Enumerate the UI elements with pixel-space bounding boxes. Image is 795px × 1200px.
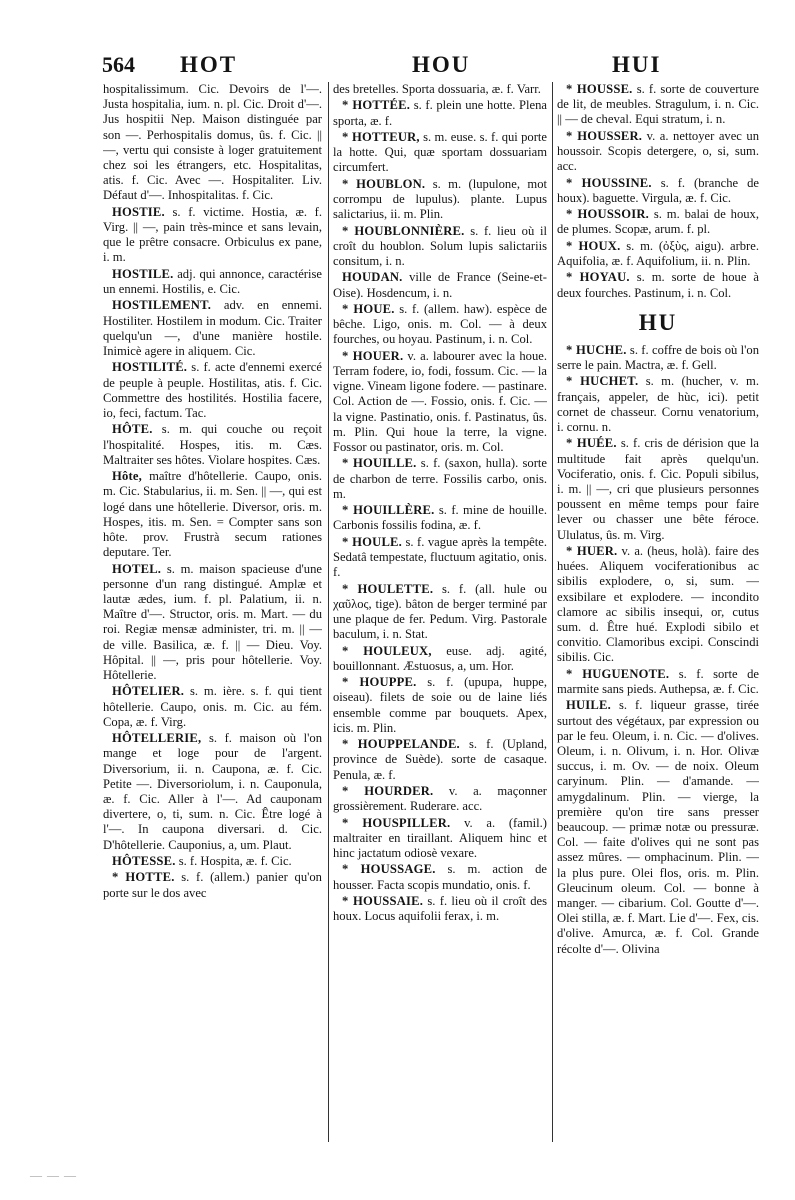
dictionary-entry <box>103 870 322 900</box>
entry-headword: * HOUSPILLER. <box>342 815 451 830</box>
entry-headword: * HOTTE. <box>112 870 175 885</box>
entry-headword: * HOULE. <box>342 534 403 549</box>
entry-definition: s. m. sorte de houe à deux fourches. Pastinum, i. n. Col. <box>557 270 759 300</box>
entry-definition: s. m. balai de houx, de plumes. Scopæ, arum. f. pl. <box>557 207 759 237</box>
dictionary-entry <box>333 302 547 348</box>
dictionary-entry <box>103 82 322 204</box>
entry-definition: s. f. cris de dérision que la multitude fait après quelqu'un. Vociferatio, onis. f. Cic. Populi sibilus, i. m. || —, cri que plusieurs personnes poussent en même temps pour faire lever ou chasser une bête féroce. Ululatus, ûs. m. Virg. <box>557 436 759 542</box>
entry-headword: HUILE. <box>566 698 611 713</box>
dictionary-entry <box>557 436 759 542</box>
dictionary-entry <box>103 422 322 468</box>
dictionary-entry <box>333 130 547 176</box>
entry-headword: * HOYAU. <box>566 270 630 285</box>
dictionary-entry <box>333 862 547 892</box>
dictionary-entry <box>103 684 322 730</box>
dictionary-entry <box>557 667 759 697</box>
entry-definition: s. f. coffre de bois où l'on serre le pain. Mactra, æ. f. Gell. <box>557 342 759 372</box>
entry-definition: s. f. acte d'ennemi exercé de peuple à peuple. Hostilitas, atis. f. Cic. Commettre des hostilités. Hostilia facere, io, feci, factum. Tac. <box>103 360 322 421</box>
dictionary-entry <box>333 535 547 581</box>
guide-word-middle: HOU <box>412 52 471 77</box>
dictionary-entry <box>333 456 547 502</box>
entry-definition: adv. en ennemi. Hostiliter. Hostilem in modum. Cic. Traiter quelqu'un —, d'une manière hostile. Inimicè agere in aliquem. Cic. <box>103 298 322 359</box>
dictionary-entry <box>557 343 759 373</box>
dictionary-entry <box>333 582 547 643</box>
entry-definition: v. a. labourer avec la houe. Terram fodere, io, fodi, fossum. Cic. — la vigne. Vineam ligone fodere. — pastinare. Col. Action de —. Fossio, onis. f. Cic. — la vigne. Pastinatio, onis. f. Pastinatus, ûs. m. Plin. Qui houe la terre, la vigne. Fossor ou pastinator, oris. m. Col. <box>333 348 547 454</box>
entry-definition: des bretelles. Sporta dossuaria, æ. f. Varr. <box>333 82 541 96</box>
entry-definition: s. f. sorte de couverture de lit, de meubles. Stragulum, i. n. Cic. || — de cheval. Equi stratum, i. n. <box>557 82 759 127</box>
entry-headword: * HOURDER. <box>342 783 434 798</box>
entry-definition: s. m. action de housser. Facta scopis mundatio, onis. f. <box>333 862 547 892</box>
entry-definition: s. f. victime. Hostia, æ. f. Virg. || —, pain très-mince et sans levain, que le prêtre consacre. Orbiculus ex pane, i. m. <box>103 204 322 265</box>
dictionary-entry <box>103 731 322 853</box>
entry-headword: * HOUILLE. <box>342 456 417 471</box>
guide-word-right: HUI <box>612 52 662 77</box>
entry-headword: * HUGUENOTE. <box>566 666 670 681</box>
entry-headword: HOSTILEMENT. <box>112 298 212 313</box>
entry-definition: s. f. sorte de marmite sans pieds. Authepsa, æ. f. Cic. <box>557 666 759 696</box>
page-number: 564 <box>102 52 135 77</box>
entry-headword: * HOUSSE. <box>566 82 633 96</box>
entry-definition: s. f. mine de houille. Carbonis fossilis fodina, æ. f. <box>333 503 547 533</box>
dictionary-entry <box>333 224 547 270</box>
entry-definition: s. f. lieu où il croît des houx. Locus aquifolii ferax, i. m. <box>333 893 547 924</box>
entry-headword: * HOULEUX, <box>342 643 432 658</box>
entry-definition: euse. adj. agité, bouillonnant. Æstuosus, a, um. Hor. <box>333 643 547 673</box>
entry-headword: * HOUSSAGE. <box>342 862 436 877</box>
entry-headword: * HOUSSINE. <box>566 175 652 190</box>
dictionary-entry <box>333 894 547 924</box>
dictionary-entry <box>557 129 759 175</box>
entry-definition: s. f. Hospita, æ. f. Cic. <box>178 854 292 869</box>
column-divider <box>552 82 553 1142</box>
entry-headword: * HOTTEUR, <box>342 129 420 144</box>
entry-headword: * HUCHE. <box>566 342 627 357</box>
entry-definition: s. f. (allem.) panier qu'on porte sur le dos avec <box>103 870 322 900</box>
dictionary-entry <box>103 298 322 359</box>
dictionary-entry <box>557 698 759 956</box>
column-right <box>557 82 759 1130</box>
dictionary-entry <box>333 98 547 128</box>
dictionary-entry <box>333 270 547 300</box>
entry-headword: HÔTE. <box>112 422 153 437</box>
entry-headword: HÔTELLERIE, <box>112 731 202 746</box>
entry-definition: s. m. ière. s. f. qui tient hôtellerie. Caupo, onis. m. Cic. au fém. Copa, æ. f. Virg. <box>103 684 322 729</box>
dictionary-entry <box>557 176 759 206</box>
entry-definition: s. m. (hucher, v. m. français, appeler, de hùc, ici). petit cornet de chasseur. Cornu venatorium, i. cornu. n. <box>557 374 759 434</box>
entry-definition: v. a. nettoyer avec un houssoir. Scopis detergere, o, si, sum. acc. <box>557 128 759 174</box>
entry-headword: * HOUX. <box>566 238 621 253</box>
dictionary-entry <box>103 360 322 421</box>
entry-definition: s. m. (ὀξὺς, aigu). arbre. Aquifolia, æ. f. Aquifolium, ii. n. Plin. <box>557 238 759 268</box>
dictionary-entry <box>333 349 547 455</box>
entry-definition: adj. qui annonce, caractérise un ennemi. Hostilis, e. Cic. <box>103 266 322 297</box>
dictionary-entry <box>557 207 759 237</box>
entry-definition: s. f. (Upland, province de Suède). sorte de casaque. Penula, æ. f. <box>333 737 547 782</box>
dictionary-entry <box>333 675 547 736</box>
dictionary-entry <box>557 544 759 666</box>
entry-headword: * HUER. <box>566 543 618 558</box>
entry-headword: * HUÉE. <box>566 436 617 451</box>
entry-definition: s. m. (lupulone, mot corrompu de lupulus). plante. Lupus salictarius, ii. m. Plin. <box>333 176 547 222</box>
section-heading: HU <box>638 309 678 335</box>
dictionary-entry <box>333 177 547 223</box>
entry-headword: Hôte, <box>112 469 143 484</box>
entry-headword: * HOUER. <box>342 348 404 363</box>
entry-definition: s. f. vague après la tempête. Sedatâ tempestate, fluctuum agitatio, onis. f. <box>333 534 547 580</box>
dictionary-entry <box>557 374 759 435</box>
entry-definition: v. a. (heus, holà). faire des huées. Aliquem vociferationibus ac sibilis explodere, o, si, sum. — exsibilare et explodere. — incondito clamore ac sibilis insequi, or, cutus sum. d. Être hué. Explodi sibilo et convitio. Clamoribus excipi. Conscindi sibilis. Cic. <box>557 543 759 665</box>
dictionary-entry <box>333 503 547 533</box>
dictionary-entry <box>103 267 322 297</box>
entry-headword: * HOUBLONNIÈRE. <box>342 223 465 238</box>
entry-headword: * HUCHET. <box>566 374 639 389</box>
column-left <box>103 82 322 1130</box>
entry-definition: hospitalissimum. Cic. Devoirs de l'—. Justa hospitalia, ium. n. pl. Cic. Droit d'—. Jus hospitii Nep. Maison distinguée par son —. Perhospitalis domus, ûs. f. Cic. || —, vertu qui consiste à loger gratuitement chez soi les étrangers, etc. Hospitalitas, atis. f. Cic. Avec —. Hospitaliter. Liv. Défaut d'—. Inhospitalitas. f. Cic. <box>103 82 322 203</box>
dictionary-entry <box>333 82 547 97</box>
entry-definition: v. a. (famil.) maltraiter en tiraillant. Aliquem hinc et hinc jactatum odiosè vexare. <box>333 815 547 860</box>
footer-mark: — — — <box>30 1168 77 1182</box>
entry-definition: s. f. liqueur grasse, tirée surtout des végétaux, par expression ou par le feu. Oleum, i. n. Cic. — d'olives. Oleum, i. n. Olivum, i. n. Hor. Olivæ succus, i. m. Ov. — de noix. Oleum caryinum. Plin. — d'amande. — amygdalinum. Plin. — vierge, la première qu'on tire sans presser beaucoup. — primæ notæ ou pressuræ. Col. — faite d'olives qui ne sont pas assez mûres. — omphacinum. Plin. — la plus pure. Olei flos, oris. m. Plin. Gleucinum oleum. Col. — bonne à manger. — cibarium. Col. Goutte d'—. Olei stilla, æ. f. Mart. Lie d'—. Fex, cis. d'olive. Amurca, æ. f. Col. Grande récolte d'—. Olivina <box>557 698 759 956</box>
entry-headword: HÔTESSE. <box>112 854 176 869</box>
dictionary-entry <box>103 205 322 266</box>
entry-definition: s. f. (saxon, hulla). sorte de charbon de terre. Fossilis carbo, onis. m. <box>333 456 547 501</box>
entry-definition: s. m. qui couche ou reçoit l'hospitalité. Hospes, itis. m. Cæs. Maltraiter ses hôtes. Violare hospites. Cæs. <box>103 422 322 467</box>
entry-headword: HOSTILE. <box>112 266 174 281</box>
column-divider <box>328 82 329 1142</box>
entry-definition: s. f. plein une hotte. Plena sporta, æ. f. <box>333 98 547 128</box>
entry-headword: * HOUE. <box>342 301 395 316</box>
entry-headword: HOUDAN. <box>342 270 403 285</box>
entry-headword: * HOUPPELANDE. <box>342 737 460 752</box>
entry-definition: maître d'hôtellerie. Caupo, onis. m. Cic. Stabularius, ii. m. Sen. || —, qui est logé dans une hôtellerie. Diversor, oris. m. Hospes, itis. m. Sen. = Compter sans son hôte. prov. Frustrà secum rationes deputare. Ter. <box>103 469 322 560</box>
entry-definition: s. f. (allem. haw). espèce de bêche. Ligo, onis. m. Col. — à deux fourches, ou hoyau. Pastinum, i. n. Col. <box>333 301 547 347</box>
entry-definition: s. f. maison où l'on mange et loge pour de l'argent. Diversorium, ii. n. Caupona, æ. f. Cic. Petite —. Diversoriolum, i. n. Cauponula, æ. f. Cic. Aller à l'—. Ad cauponam divertere, o, ti, sum. n. Cic. Être logé à l'—. In caupona diversari. d. Cic. D'hôtellerie. Cauponius, a, um. Plaut. <box>103 731 322 852</box>
dictionary-entry <box>557 82 759 128</box>
entry-headword: * HOUSSER. <box>566 128 643 143</box>
entry-headword: * HOUPPE. <box>342 675 417 690</box>
entry-headword: * HOUSSOIR. <box>566 207 649 222</box>
entry-definition: s. f. (upupa, huppe, oiseau). filets de soie ou de laine liés ensemble comme par bouquets. Apex, icis. m. Plin. <box>333 675 547 735</box>
entry-headword: HOSTIE. <box>112 204 165 219</box>
dictionary-entry <box>333 737 547 783</box>
entry-definition: s. m. euse. s. f. qui porte la hotte. Qui, quæ sportam dossuariam circumfert. <box>333 129 547 175</box>
entry-headword: HOSTILITÉ. <box>112 360 188 375</box>
dictionary-entry <box>103 562 322 684</box>
entry-definition: s. m. maison spacieuse d'une personne d'un rang distingué. Amplæ et lautæ ædes, ium. f. pl. Palatium, ii. n. Maître d'—. Structor, oris. m. Mart. — du roi. Regiæ mensæ administer, tri. m. || — de ville. Basilica, æ. f. || — Dieu. Voy. Hôpital. || —, pris pour hôtellerie. Voy. Hôtellerie. <box>103 561 322 683</box>
entry-definition: v. a. maçonner grossièrement. Ruderare. acc. <box>333 783 547 814</box>
entry-definition: s. f. (all. hule ou χαῦλος, tige). bâton de berger terminé par une plaque de fer. Pedum. Virg. Pastorale baculum, i. n. Stat. <box>333 581 547 642</box>
entry-headword: HOTEL. <box>112 561 162 576</box>
entry-headword: HÔTELIER. <box>112 684 185 699</box>
entry-headword: * HOULETTE. <box>342 581 434 596</box>
entry-definition: ville de France (Seine-et-Oise). Hosdencum, i. n. <box>333 270 547 300</box>
entry-headword: * HOUSSAIE. <box>342 893 424 908</box>
dictionary-entry <box>557 270 759 300</box>
entry-definition: s. f. lieu où il croît du houblon. Solum lupis salictariis consitum, i. n. <box>333 223 547 268</box>
dictionary-entry <box>557 239 759 269</box>
entry-headword: * HOTTÉE. <box>342 98 411 113</box>
guide-word-left: HOT <box>180 52 238 77</box>
column-middle <box>333 82 547 1130</box>
dictionary-entry <box>333 644 547 674</box>
dictionary-entry <box>103 469 322 560</box>
entry-headword: * HOUILLÈRE. <box>342 503 435 518</box>
dictionary-entry <box>103 854 322 869</box>
entry-definition: s. f. (branche de houx). baguette. Virgula, æ. f. Cic. <box>557 175 759 205</box>
entry-headword: * HOUBLON. <box>342 176 426 191</box>
dictionary-entry <box>333 784 547 814</box>
dictionary-entry <box>333 816 547 862</box>
